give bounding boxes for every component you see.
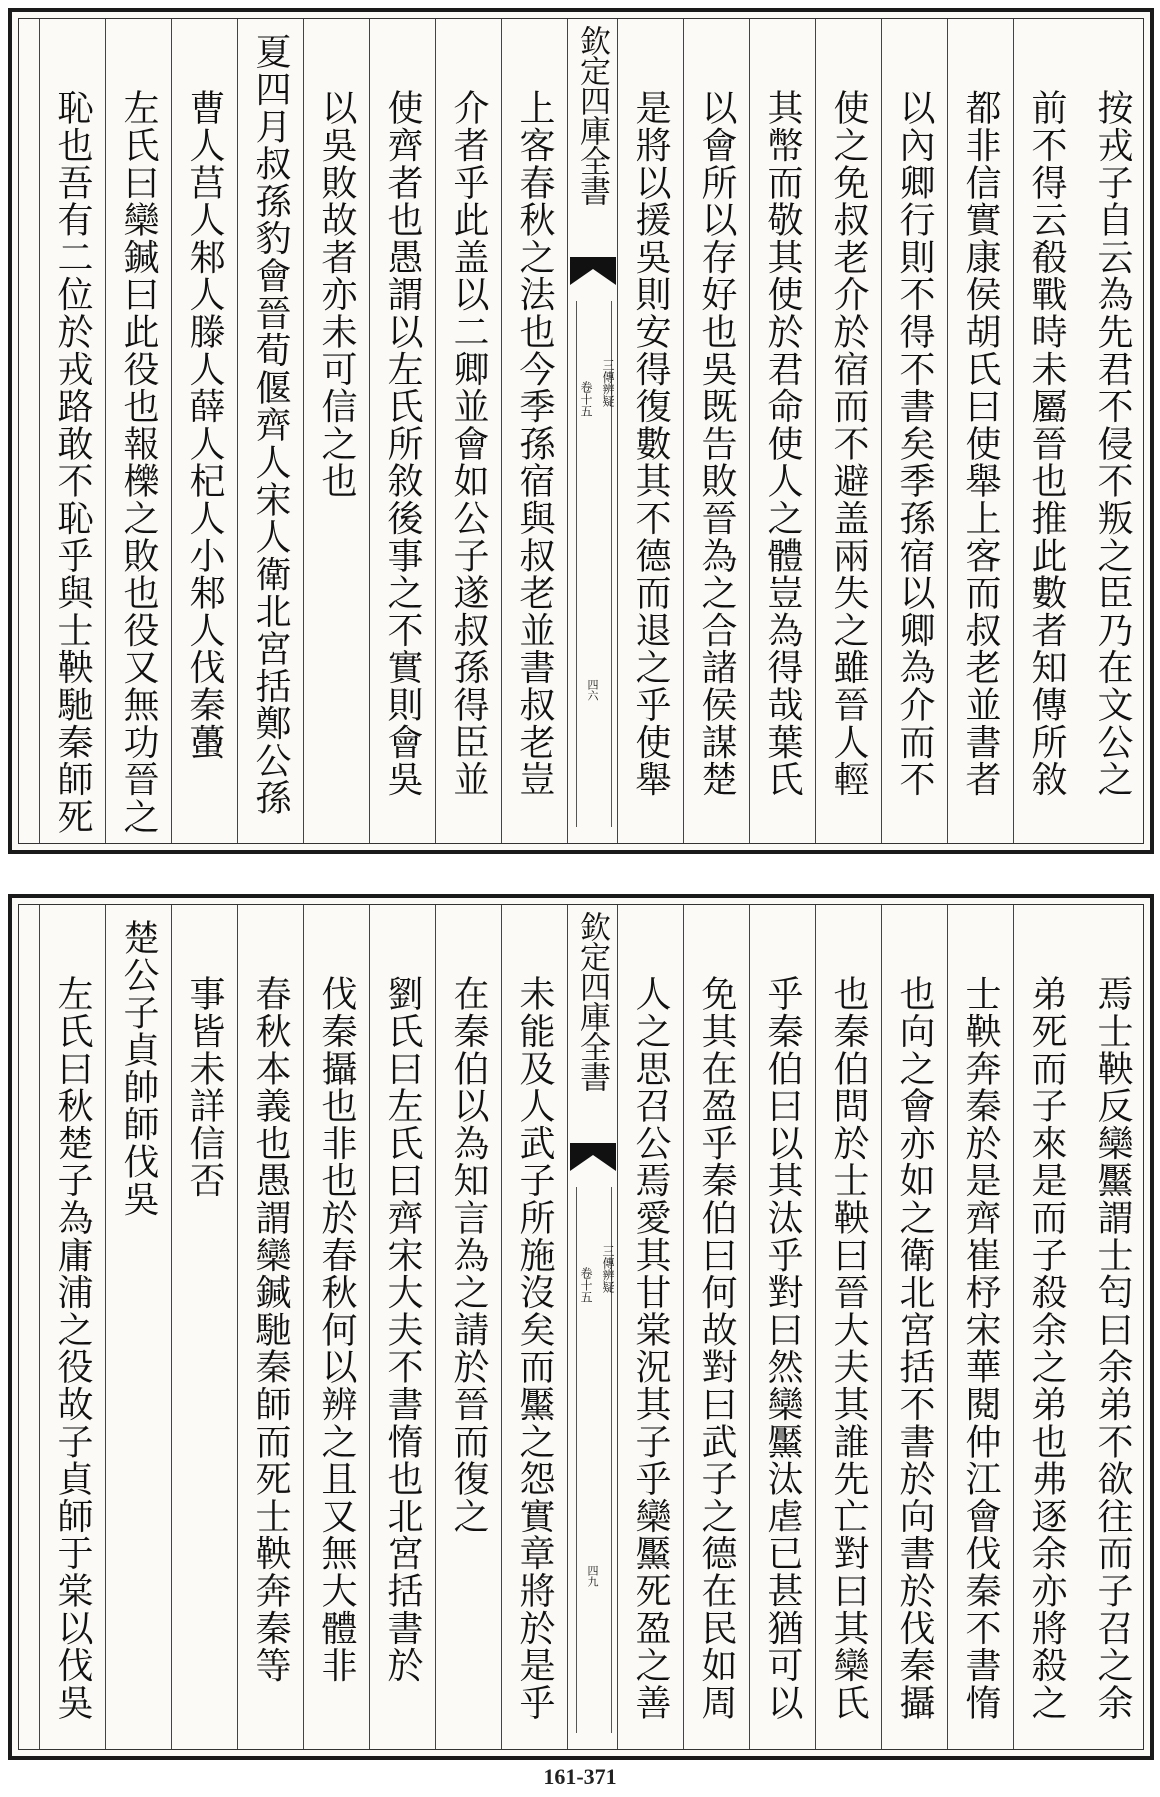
juan-number: 卷十五	[579, 381, 593, 417]
text-column: 上客春秋之法也今季孫宿與叔老並書叔老豈	[501, 19, 567, 843]
center-fold	[567, 19, 617, 843]
text-column: 使齊者也愚謂以左氏所敘後事之不實則會吳	[369, 19, 435, 843]
center-fold	[567, 905, 617, 1749]
text-column: 左氏曰欒鍼曰此役也報櫟之敗也役又無功晉之	[105, 19, 171, 843]
fish-tail-mark-icon	[570, 257, 616, 287]
bottom-page-frame	[18, 904, 1144, 1750]
text-column: 事皆未詳信否	[171, 905, 237, 1749]
text-column: 以吳敗故者亦未可信之也	[303, 19, 369, 843]
juan-number: 卷十五	[579, 1267, 593, 1303]
text-column: 楚公子貞帥師伐吳	[105, 905, 171, 1749]
text-column: 劉氏曰左氏曰齊宋大夫不書惰也北宮括書於	[369, 905, 435, 1749]
text-column: 其幣而敬其使於君命使人之體豈為得哉葉氏	[749, 19, 815, 843]
text-column: 免其在盈乎秦伯曰何故對曰武子之德在民如周	[683, 905, 749, 1749]
bottom-page-panel	[8, 894, 1154, 1760]
text-column: 夏四月叔孫豹會晉荀偃齊人宋人衛北宮括鄭公孫	[237, 19, 303, 843]
text-column: 都非信實康侯胡氏曰使舉上客而叔老並書者	[947, 19, 1013, 843]
book-title: 三傳辨疑	[601, 359, 615, 407]
top-page-panel	[8, 8, 1154, 854]
text-column: 前不得云殽戰時未屬晉也推此數者知傳所敘	[1013, 19, 1079, 843]
top-page-frame	[18, 18, 1144, 844]
book-title: 三傳辨疑	[601, 1245, 615, 1293]
text-column: 也秦伯問於士鞅曰晉大夫其誰先亡對曰其欒氏	[815, 905, 881, 1749]
text-column: 恥也吾有二位於戎路敢不恥乎與士鞅馳秦師死	[39, 19, 105, 843]
text-column: 伐秦攝也非也於春秋何以辨之且又無大體非	[303, 905, 369, 1749]
text-column: 使之免叔老介於宿而不避盖兩失之雖晉人輕	[815, 19, 881, 843]
text-column: 左氏曰秋楚子為庸浦之役故子貞師于棠以伐吳	[39, 905, 105, 1749]
text-column: 弟死而子來是而子殺余之弟也弗逐余亦將殺之	[1013, 905, 1079, 1749]
text-column: 未能及人武子所施沒矣而黶之怨實章將於是乎	[501, 905, 567, 1749]
leaf-number: 四六	[586, 679, 599, 701]
leaf-number: 四九	[586, 1565, 599, 1587]
text-column: 曹人莒人邾人滕人薛人杞人小邾人伐秦蠆	[171, 19, 237, 843]
text-column: 在秦伯以為知言為之請於晉而復之	[435, 905, 501, 1749]
text-column: 春秋本義也愚謂欒鍼馳秦師而死士鞅奔秦等	[237, 905, 303, 1749]
text-column: 焉士鞅反欒黶謂士匄曰余弟不欲往而子召之余	[1092, 975, 1133, 1721]
collection-title: 欽定四庫全書	[574, 25, 610, 205]
text-column: 是將以援吳則安得復數其不德而退之乎使舉	[617, 19, 683, 843]
text-column: 士鞅奔秦於是齊崔杼宋華閱仲江會伐秦不書惰	[947, 905, 1013, 1749]
text-column: 人之思召公焉愛其甘棠況其子乎欒黶死盈之善	[617, 905, 683, 1749]
text-column: 按戎子自云為先君不侵不叛之臣乃在文公之	[1092, 89, 1133, 798]
text-column: 乎秦伯曰以其汰乎對曰然欒黶汰虐已甚猶可以	[749, 905, 815, 1749]
text-column: 以內卿行則不得不書矣季孫宿以卿為介而不	[881, 19, 947, 843]
text-column: 以會所以存好也吳既告敗晉為之合諸侯謀楚	[683, 19, 749, 843]
collection-title: 欽定四庫全書	[574, 911, 610, 1091]
text-column: 也向之會亦如之衛北宮括不書於向書於伐秦攝	[881, 905, 947, 1749]
text-column: 介者乎此盖以二卿並會如公子遂叔孫得臣並	[435, 19, 501, 843]
page-code: 161-371	[543, 1764, 617, 1789]
fish-tail-mark-icon	[570, 1143, 616, 1173]
